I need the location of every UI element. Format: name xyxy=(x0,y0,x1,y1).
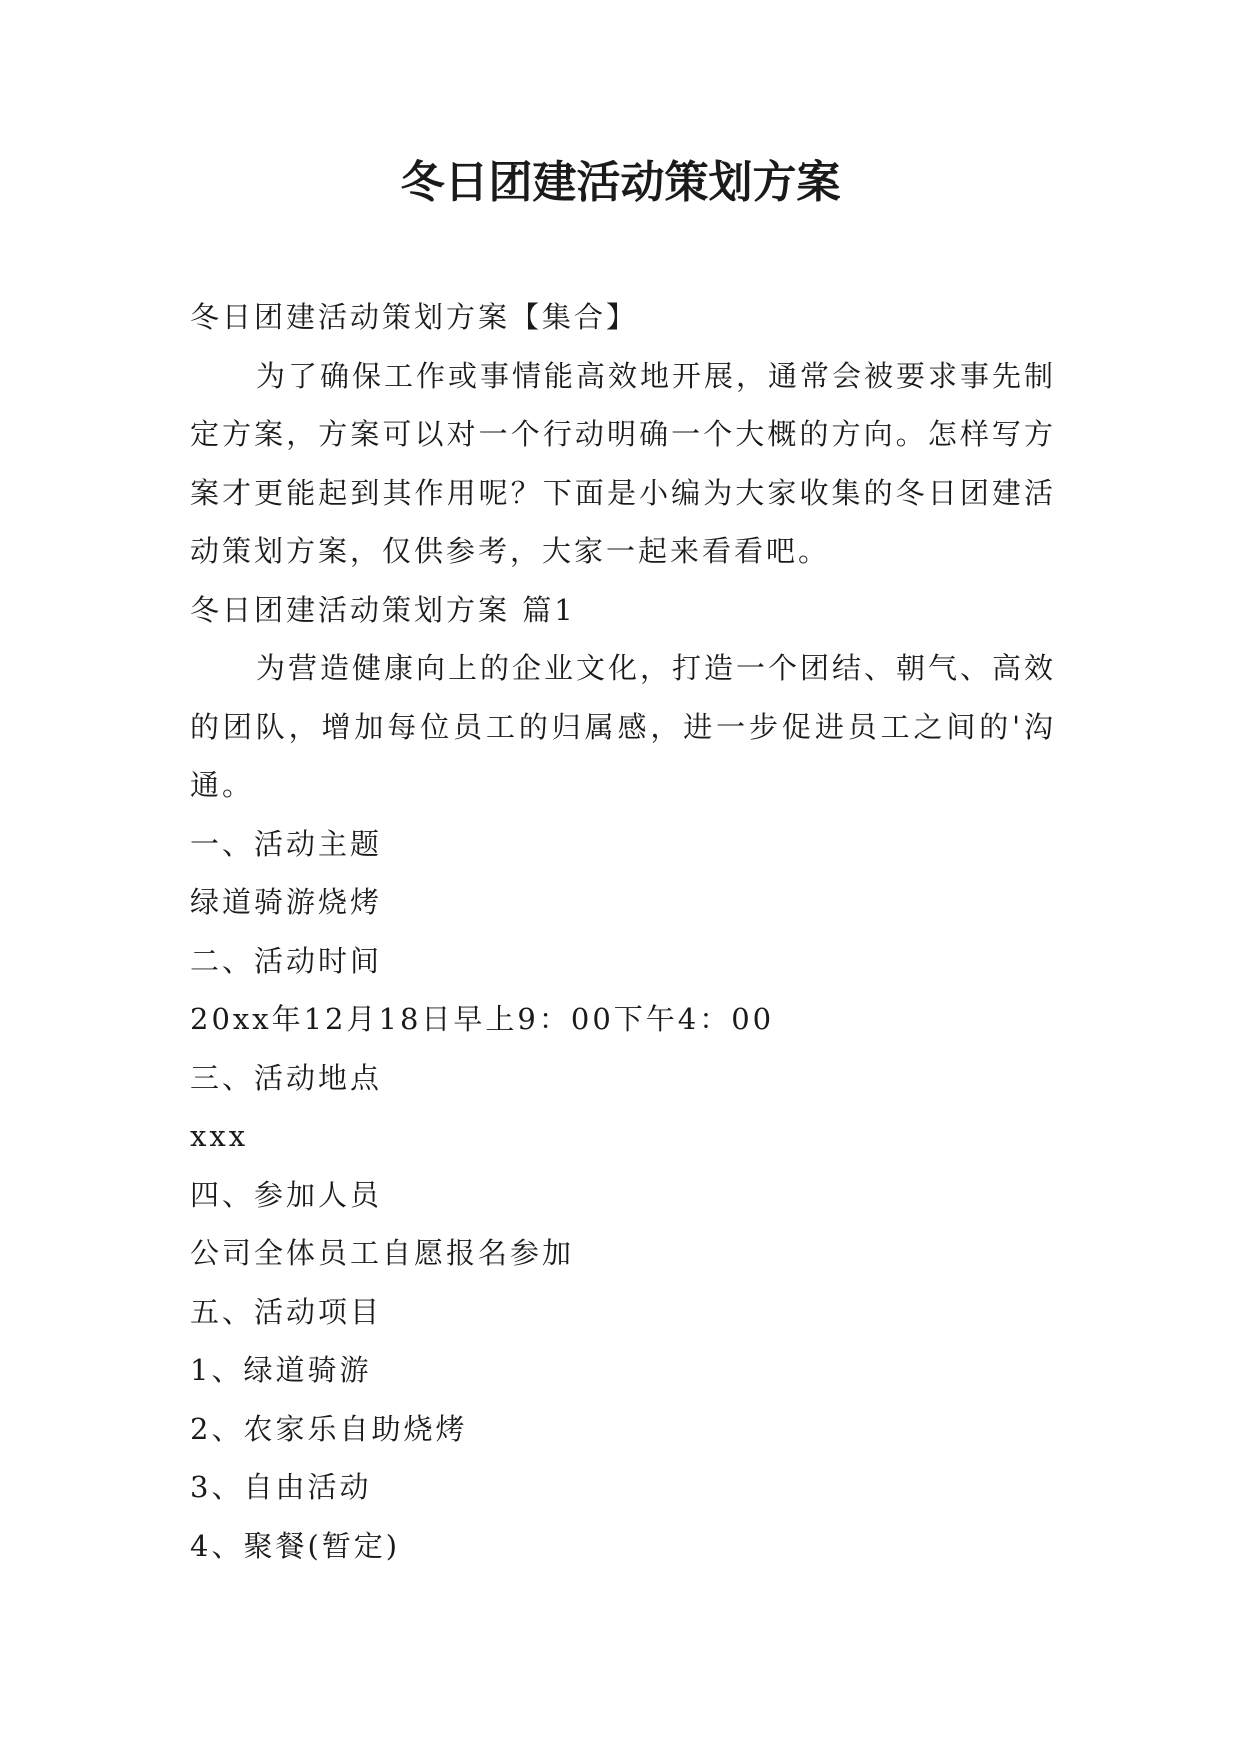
intro-paragraph: 为了确保工作或事情能高效地开展，通常会被要求事先制定方案，方案可以对一个行动明确一个大概的方向。怎样写方案才更能起到其作用呢？下面是小编为大家收集的冬日团建活动策划方案，仅供参考，大家一起来看看吧。 xyxy=(190,358,1057,568)
location-heading: 三、活动地点 xyxy=(190,1060,383,1095)
participants-value: 公司全体员工自愿报名参加 xyxy=(190,1236,575,1270)
collection-heading: 冬日团建活动策划方案【集合】 xyxy=(190,300,639,334)
time-heading: 二、活动时间 xyxy=(190,943,383,978)
document-body xyxy=(190,288,1056,1575)
purpose-paragraph: 为营造健康向上的企业文化，打造一个团结、朝气、高效的团队，增加每位员工的归属感，进一步促进员工之间的'沟通。 xyxy=(190,651,1057,802)
time-value: 20xx年12月18日早上9：00下午4：00 xyxy=(190,1002,775,1036)
theme-heading: 一、活动主题 xyxy=(190,826,383,861)
theme-value: 绿道骑游烧烤 xyxy=(190,885,383,919)
location-value: xxx xyxy=(190,1119,249,1153)
activity-item: 3、自由活动 xyxy=(190,1470,372,1504)
activity-item: 2、农家乐自助烧烤 xyxy=(190,1411,468,1446)
document-title: 冬日团建活动策划方案 xyxy=(400,157,841,208)
section-heading: 冬日团建活动策划方案 篇1 xyxy=(190,592,576,627)
activity-item: 4、聚餐(暂定) xyxy=(190,1528,401,1563)
participants-heading: 四、参加人员 xyxy=(190,1177,383,1212)
activities-heading: 五、活动项目 xyxy=(190,1294,383,1329)
activity-item: 1、绿道骑游 xyxy=(190,1353,372,1387)
